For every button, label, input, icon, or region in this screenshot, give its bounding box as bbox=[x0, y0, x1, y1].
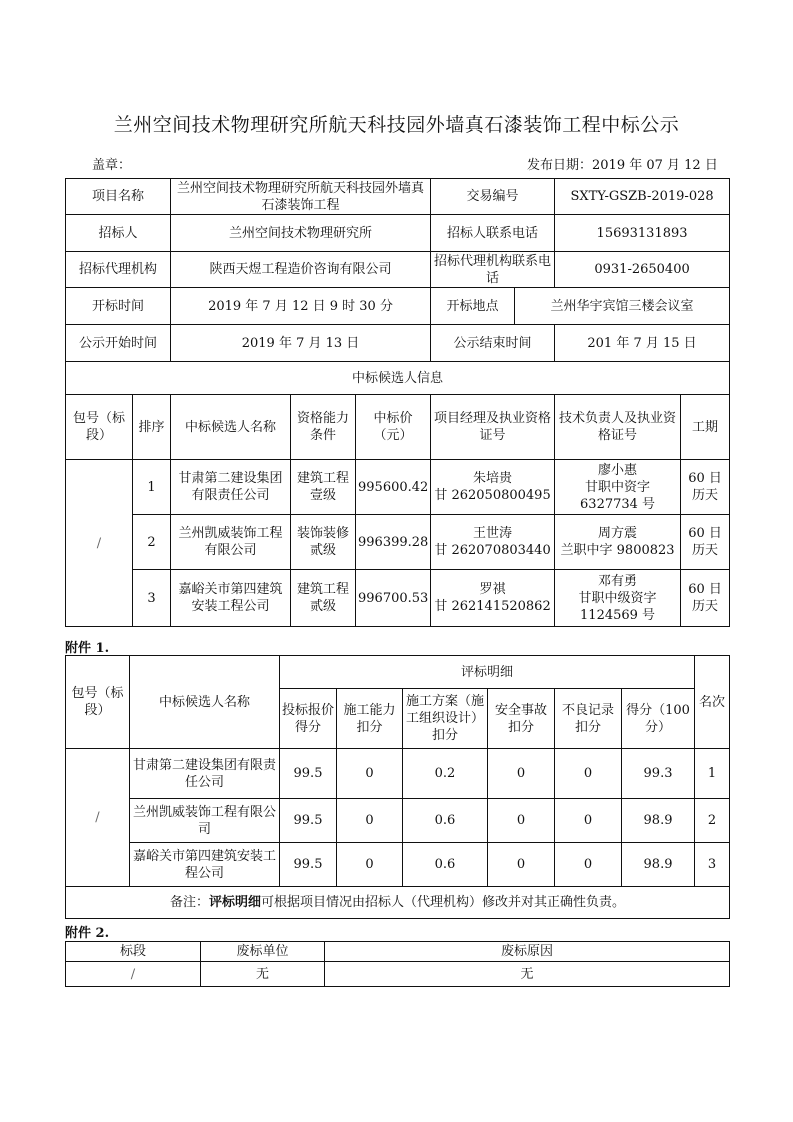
eval-score: 98.9 bbox=[622, 799, 695, 843]
eval-score: 98.9 bbox=[622, 843, 695, 887]
attachment-1-label: 附件 1. bbox=[65, 641, 110, 656]
cand-qual: 建筑工程贰级 bbox=[291, 570, 356, 627]
eval-subheader: 施工能力扣分 bbox=[337, 689, 403, 749]
evaluation-table bbox=[65, 655, 730, 919]
reject-unit: 无 bbox=[201, 962, 325, 987]
cand-pm-name: 王世涛 bbox=[473, 526, 513, 541]
eval-score: 0.2 bbox=[403, 749, 488, 799]
project-name-label: 项目名称 bbox=[66, 179, 171, 215]
reject-reason: 无 bbox=[325, 962, 730, 987]
eval-header-name: 中标候选人名称 bbox=[130, 656, 280, 749]
eval-note-bold: 评标明细 bbox=[209, 895, 262, 910]
project-name-value: 兰州空间技术物理研究所航天科技园外墙真石漆装饰工程 bbox=[171, 179, 431, 215]
eval-subheader: 投标报价得分 bbox=[280, 689, 337, 749]
cand-name: 嘉峪关市第四建筑安装工程公司 bbox=[171, 570, 291, 627]
eval-score: 0 bbox=[337, 749, 403, 799]
open-place-label: 开标地点 bbox=[431, 288, 515, 325]
cand-price: 996399.28 bbox=[356, 515, 431, 570]
eval-header-package: 包号（标段） bbox=[66, 656, 130, 749]
eval-name: 甘肃第二建设集团有限责任公司 bbox=[130, 749, 280, 799]
cand-header-qual: 资格能力条件 bbox=[291, 395, 356, 460]
cand-pm-cert: 甘 262050800495 bbox=[434, 488, 551, 503]
eval-subheader: 安全事故扣分 bbox=[488, 689, 555, 749]
cand-pm bbox=[431, 515, 555, 570]
eval-score: 0 bbox=[555, 749, 622, 799]
agent-label: 招标代理机构 bbox=[66, 252, 171, 288]
cand-name: 甘肃第二建设集团有限责任公司 bbox=[171, 460, 291, 515]
cand-header-name: 中标候选人名称 bbox=[171, 395, 291, 460]
reject-header-reason: 废标原因 bbox=[325, 942, 730, 962]
eval-score: 0 bbox=[555, 843, 622, 887]
cand-name: 兰州凯威装饰工程有限公司 bbox=[171, 515, 291, 570]
eval-subheader: 得分（100 分） bbox=[622, 689, 695, 749]
eval-score: 99.5 bbox=[280, 843, 337, 887]
cand-period: 60 日历天 bbox=[681, 515, 730, 570]
rejection-table bbox=[65, 941, 730, 987]
cand-pm-cert: 甘 262141520862 bbox=[434, 599, 551, 614]
pub-start-value: 2019 年 7 月 13 日 bbox=[171, 325, 431, 362]
cand-header-pm: 项目经理及执业资格证号 bbox=[431, 395, 555, 460]
reject-header-section: 标段 bbox=[66, 942, 201, 962]
eval-subheader: 不良记录扣分 bbox=[555, 689, 622, 749]
cand-tech-name: 邓有勇 bbox=[598, 573, 638, 589]
agent-phone-label: 招标代理机构联系电话 bbox=[431, 252, 555, 288]
cand-pm bbox=[431, 570, 555, 627]
eval-note-text: 可根据项目情况由招标人（代理机构）修改并对其正确性负责。 bbox=[261, 895, 626, 910]
cand-qual: 装饰装修贰级 bbox=[291, 515, 356, 570]
trade-no-label: 交易编号 bbox=[431, 179, 555, 215]
seal-label: 盖章： bbox=[92, 158, 132, 173]
cand-header-period: 工期 bbox=[681, 395, 730, 460]
tenderer-value: 兰州空间技术物理研究所 bbox=[171, 215, 431, 252]
cand-rank: 2 bbox=[133, 515, 171, 570]
page-title: 兰州空间技术物理研究所航天科技园外墙真石漆装饰工程中标公示 bbox=[113, 114, 680, 136]
eval-score: 0 bbox=[488, 749, 555, 799]
cand-tech bbox=[555, 460, 681, 515]
cand-tech-name: 廖小惠 bbox=[598, 462, 638, 478]
eval-score: 0 bbox=[488, 843, 555, 887]
cand-header-rank: 排序 bbox=[133, 395, 171, 460]
cand-header-tech: 技术负责人及执业资格证号 bbox=[555, 395, 681, 460]
info-table bbox=[65, 178, 730, 627]
trade-no-value: SXTY-GSZB-2019-028 bbox=[555, 179, 730, 215]
agent-value: 陕西天煜工程造价咨询有限公司 bbox=[171, 252, 431, 288]
cand-package-cell: / bbox=[66, 460, 133, 627]
eval-header-rank: 名次 bbox=[695, 656, 730, 749]
cand-pm bbox=[431, 460, 555, 515]
eval-score: 0 bbox=[337, 799, 403, 843]
eval-header-detail: 评标明细 bbox=[280, 656, 695, 689]
agent-phone-value: 0931-2650400 bbox=[555, 252, 730, 288]
tenderer-phone-label: 招标人联系电话 bbox=[431, 215, 555, 252]
cand-period: 60 日历天 bbox=[681, 570, 730, 627]
eval-score: 0.6 bbox=[403, 843, 488, 887]
cand-period: 60 日历天 bbox=[681, 460, 730, 515]
eval-rank: 2 bbox=[695, 799, 730, 843]
reject-header-unit: 废标单位 bbox=[201, 942, 325, 962]
cand-pm-cert: 甘 262070803440 bbox=[434, 543, 551, 558]
cand-rank: 1 bbox=[133, 460, 171, 515]
candidates-section-title: 中标候选人信息 bbox=[66, 362, 730, 395]
eval-score: 99.3 bbox=[622, 749, 695, 799]
cand-tech bbox=[555, 515, 681, 570]
eval-package-cell: / bbox=[66, 749, 130, 887]
cand-price: 996700.53 bbox=[356, 570, 431, 627]
reject-section: / bbox=[66, 962, 201, 987]
cand-pm-name: 罗祺 bbox=[479, 582, 506, 597]
cand-tech-cert: 甘职中级资字 1124569 号 bbox=[578, 590, 657, 623]
eval-name: 嘉峪关市第四建筑安装工程公司 bbox=[130, 843, 280, 887]
eval-score: 99.5 bbox=[280, 749, 337, 799]
eval-note bbox=[66, 887, 730, 919]
eval-name: 兰州凯威装饰工程有限公司 bbox=[130, 799, 280, 843]
cand-header-price: 中标价（元） bbox=[356, 395, 431, 460]
tenderer-phone-value: 15693131893 bbox=[555, 215, 730, 252]
eval-note-prefix: 备注： bbox=[169, 895, 209, 910]
cand-header-package: 包号（标段） bbox=[66, 395, 133, 460]
eval-score: 0 bbox=[488, 799, 555, 843]
eval-score: 99.5 bbox=[280, 799, 337, 843]
publish-date: 发布日期：2019 年 07 月 12 日 bbox=[527, 158, 718, 173]
eval-rank: 3 bbox=[695, 843, 730, 887]
cand-price: 995600.42 bbox=[356, 460, 431, 515]
eval-score: 0 bbox=[555, 799, 622, 843]
pub-end-label: 公示结束时间 bbox=[431, 325, 555, 362]
pub-end-value: 201 年 7 月 15 日 bbox=[555, 325, 730, 362]
cand-qual: 建筑工程壹级 bbox=[291, 460, 356, 515]
cand-tech-cert: 甘职中资字 6327734 号 bbox=[580, 479, 656, 512]
cand-tech bbox=[555, 570, 681, 627]
open-place-value: 兰州华宇宾馆三楼会议室 bbox=[515, 288, 730, 325]
eval-rank: 1 bbox=[695, 749, 730, 799]
eval-subheader: 施工方案（施工组织设计）扣分 bbox=[403, 689, 488, 749]
cand-pm-name: 朱培贵 bbox=[473, 471, 513, 486]
tenderer-label: 招标人 bbox=[66, 215, 171, 252]
pub-start-label: 公示开始时间 bbox=[66, 325, 171, 362]
cand-tech-cert: 兰职中字 9800823 bbox=[560, 543, 675, 558]
cand-rank: 3 bbox=[133, 570, 171, 627]
cand-tech-name: 周方震 bbox=[598, 526, 638, 541]
open-time-label: 开标时间 bbox=[66, 288, 171, 325]
open-time-value: 2019 年 7 月 12 日 9 时 30 分 bbox=[171, 288, 431, 325]
eval-score: 0 bbox=[337, 843, 403, 887]
attachment-2-label: 附件 2. bbox=[65, 926, 110, 941]
eval-score: 0.6 bbox=[403, 799, 488, 843]
